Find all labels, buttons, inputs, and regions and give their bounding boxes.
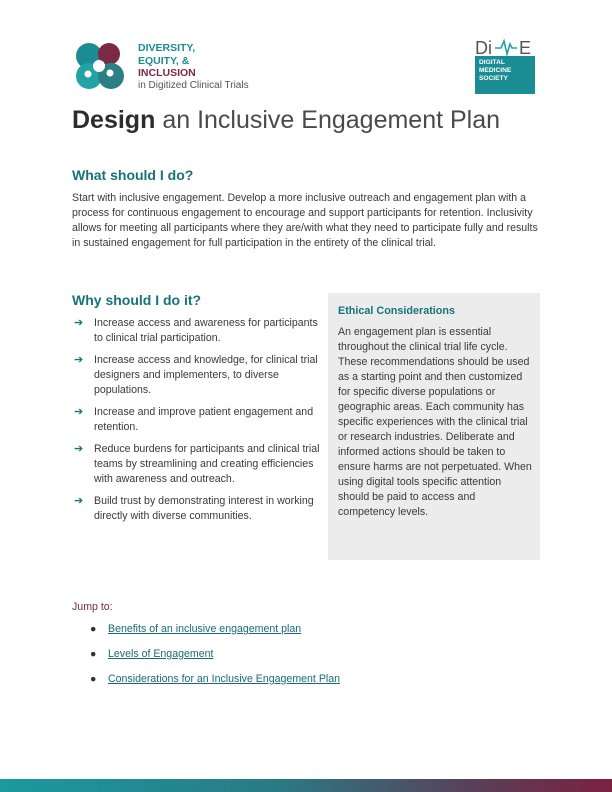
- list-item: [90, 647, 340, 662]
- list-item: [90, 672, 340, 687]
- ethics-body: An engagement plan is essential throughout the clinical trial life cycle. These recommendations should be used as a starting point and then customized for specific diverse populations or geographic areas. Each community has specific experiences with the clinical trial or research industries. Deliberate and informed actions should be taken to ensure harms are not perpetuated. When using digital tools specific attention should be paid to access and competency levels.: [338, 326, 532, 518]
- footer-gradient-bar: [0, 779, 612, 792]
- svg-text:E: E: [519, 38, 532, 56]
- svg-text:D: D: [475, 38, 488, 56]
- bullet-icon: ●: [90, 648, 97, 660]
- link-considerations[interactable]: Considerations for an Inclusive Engagement Plan: [108, 673, 341, 685]
- arrow-right-icon: ➔: [74, 317, 84, 329]
- list-item-text: Build trust by demonstrating interest in working directly with diverse communities.: [94, 495, 314, 522]
- jump-label: Jump to:: [72, 601, 113, 613]
- link-levels[interactable]: Levels of Engagement: [108, 648, 214, 660]
- logo-line: EQUITY, &: [138, 54, 190, 67]
- list-item-text: Increase access and awareness for participants to clinical trial participation.: [94, 317, 318, 344]
- list-item: [74, 405, 329, 435]
- link-benefits[interactable]: Benefits of an inclusive engagement plan: [108, 623, 302, 635]
- list-item-text: Increase access and knowledge, for clinical trial designers and implementers, to diverse populations.: [94, 354, 318, 396]
- logo-line: in Digitized Clinical Trials: [138, 79, 249, 91]
- svg-text:i: i: [488, 38, 492, 56]
- arrow-right-icon: ➔: [74, 354, 84, 366]
- page-title-bold: Design: [72, 106, 156, 134]
- dei-logo-icon: [73, 38, 129, 94]
- page-title: [72, 106, 500, 135]
- bullet-icon: ●: [90, 623, 97, 635]
- dime-wordmark-icon: [475, 38, 535, 56]
- list-item: [74, 353, 329, 398]
- dei-logo-text: [138, 42, 249, 92]
- list-item: [74, 316, 329, 346]
- list-item: [74, 494, 329, 524]
- logo-line: DIVERSITY,: [138, 42, 196, 54]
- jump-links: [90, 622, 340, 697]
- list-item: [90, 622, 340, 637]
- dime-line: MEDICINE: [479, 67, 512, 74]
- why-heading: Why should I do it?: [72, 292, 202, 308]
- ethics-heading: Ethical Considerations: [338, 305, 455, 317]
- dime-logo: [475, 38, 535, 94]
- what-body: Start with inclusive engagement. Develop a more inclusive outreach and engagement plan with a process for continuous engagement to encourage and support participants for retention. Inclusivity allows for meeting all participants where they are/with what they need to participate fully and results in sustained engagement for full participation in the entirety of the clinical trial.: [72, 192, 538, 249]
- logo-line: INCLUSION: [138, 67, 196, 79]
- why-list: [74, 316, 329, 531]
- arrow-right-icon: ➔: [74, 406, 84, 418]
- arrow-right-icon: ➔: [74, 443, 84, 455]
- bullet-icon: ●: [90, 673, 97, 685]
- dime-line: DIGITAL: [479, 59, 505, 66]
- list-item-text: Increase and improve patient engagement and retention.: [94, 406, 314, 433]
- arrow-right-icon: ➔: [74, 495, 84, 507]
- list-item: [74, 442, 329, 487]
- list-item-text: Reduce burdens for participants and clinical trial teams by streamlining and creating efficiencies with awareness and outreach.: [94, 443, 320, 485]
- dime-line: SOCIETY: [479, 75, 508, 82]
- ethics-sidebar: [328, 293, 540, 560]
- what-heading: What should I do?: [72, 167, 194, 183]
- page-title-rest: an Inclusive Engagement Plan: [162, 106, 501, 134]
